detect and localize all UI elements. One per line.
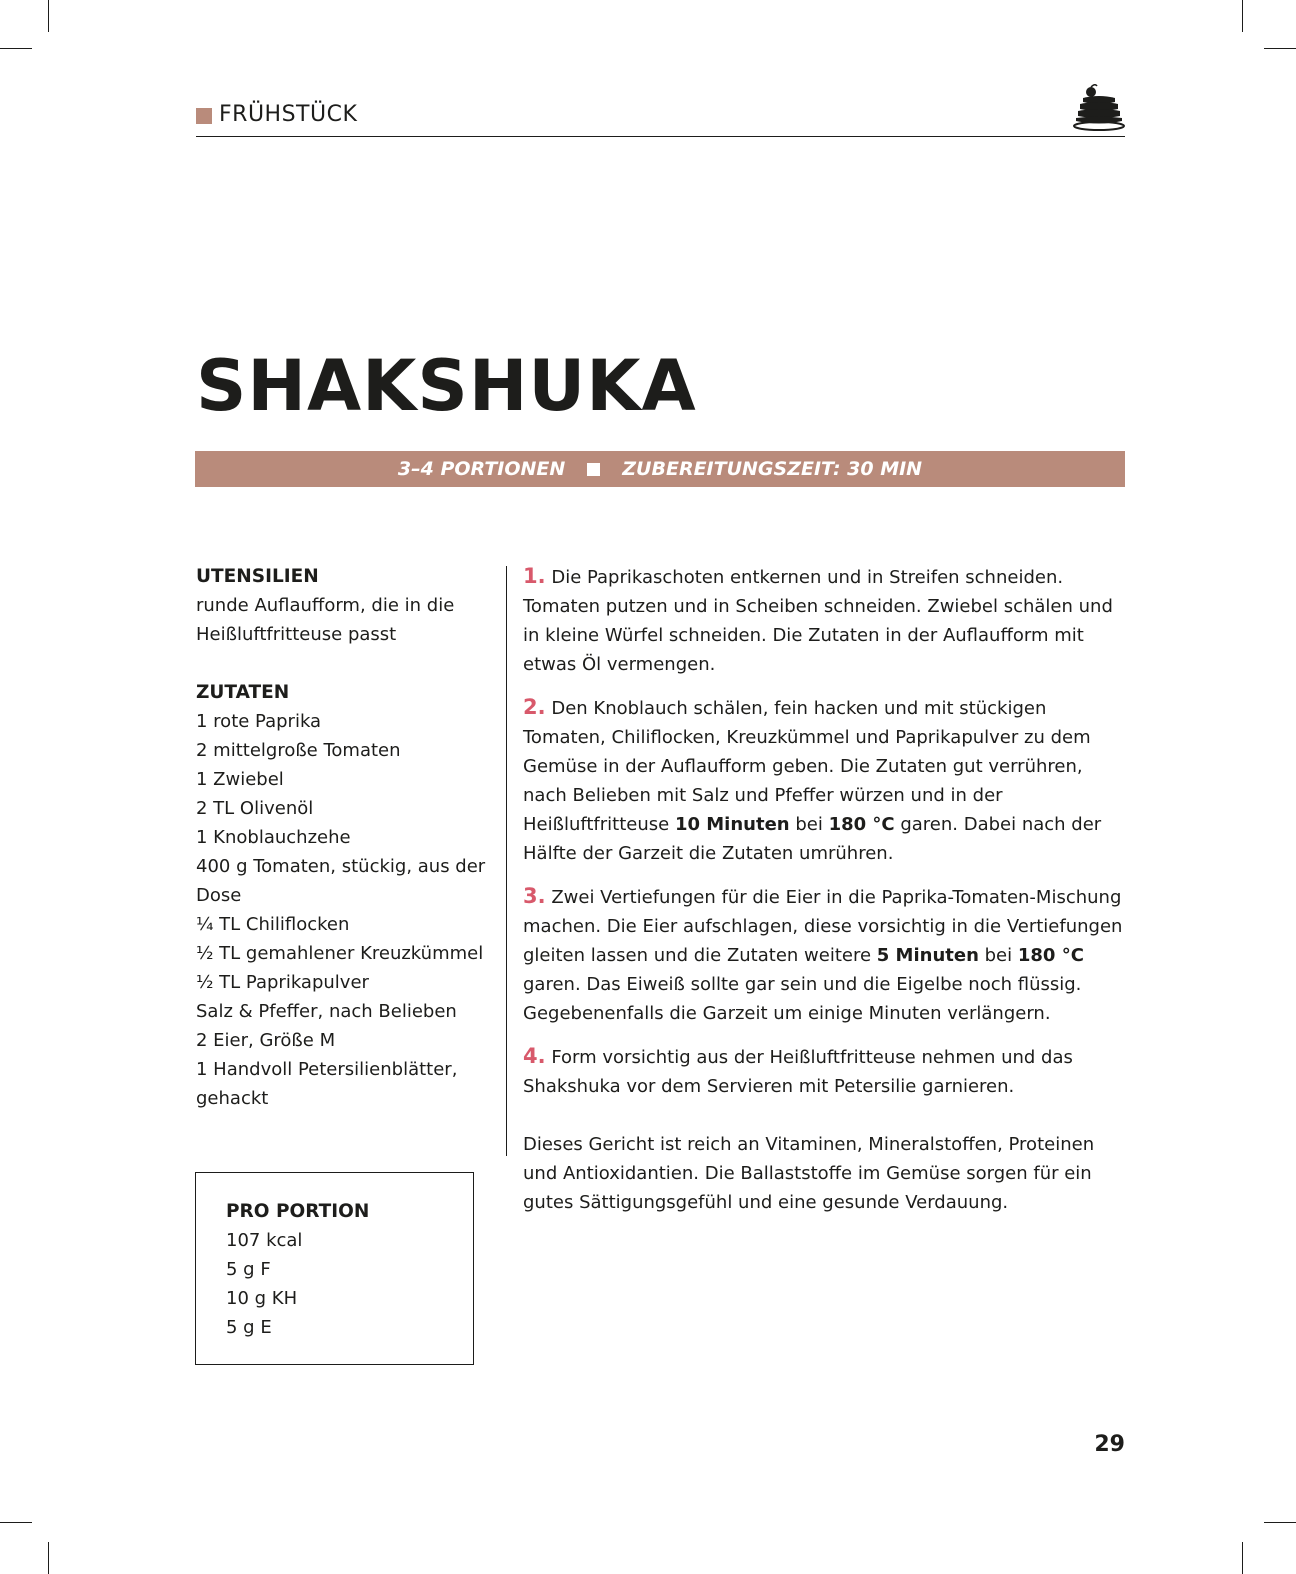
- list-item: 1 Zwiebel: [196, 769, 284, 790]
- list-item: ½ TL gemahlener Kreuzkümmel: [196, 943, 484, 964]
- step-number: 4.: [523, 1044, 546, 1068]
- list-item: 5 g F: [226, 1259, 271, 1280]
- step-text: Den Knoblauch schälen, fein hacken und mit stückigen Tomaten, Chiliflocken, Kreuzkümmel und Paprikapulver zu dem Gemüse in der Auflaufform geben. Die Zutaten gut verrühren, nach Belieben mit Salz und Pfeffer würzen und in der Heißluftfritteuse: [523, 698, 1091, 835]
- nutrition-box: [195, 1172, 474, 1365]
- nutrition-list: [226, 1226, 369, 1342]
- crop-mark: [48, 1542, 49, 1574]
- cooking-time: 5 Minuten: [876, 945, 979, 966]
- list-item: 5 g E: [226, 1317, 272, 1338]
- list-item: 10 g KH: [226, 1288, 298, 1309]
- utensils-heading: UTENSILIEN: [196, 566, 319, 587]
- servings: 3–4 PORTIONEN: [397, 458, 566, 480]
- cooking-time: 10 Minuten: [674, 814, 790, 835]
- list-item: 1 Handvoll Petersilienblätter, gehackt: [196, 1059, 458, 1109]
- step-3: [523, 882, 1128, 1028]
- crop-mark: [0, 48, 32, 49]
- category-square-icon: [196, 108, 212, 124]
- cooking-temperature: 180 °C: [828, 814, 895, 835]
- crop-mark: [1242, 1542, 1243, 1574]
- list-item: ½ TL Paprikapulver: [196, 972, 369, 993]
- crop-mark: [1242, 0, 1243, 32]
- step-text: bei: [789, 814, 829, 835]
- page-number: 29: [1094, 1432, 1125, 1457]
- step-text: Die Paprikaschoten entkernen und in Streifen schneiden. Tomaten putzen und in Scheiben schneiden. Zwiebel schälen und in kleine Würfel schneiden. Die Zutaten in der Auflaufform mit etwas Öl vermengen.: [523, 567, 1113, 675]
- step-number: 2.: [523, 695, 546, 719]
- crop-mark: [1264, 1522, 1296, 1523]
- step-number: 3.: [523, 884, 546, 908]
- step-text: bei: [978, 945, 1018, 966]
- ingredients-heading: ZUTATEN: [196, 682, 290, 703]
- column-divider: [506, 566, 507, 1156]
- left-column: [196, 562, 488, 1113]
- list-item: 400 g Tomaten, stückig, aus der Dose: [196, 856, 486, 906]
- category-label: FRÜHSTÜCK: [219, 102, 358, 127]
- list-item: 2 TL Olivenöl: [196, 798, 314, 819]
- crop-mark: [0, 1522, 32, 1523]
- section-header: [196, 92, 1125, 137]
- list-item: 107 kcal: [226, 1230, 303, 1251]
- nutrition-note: Dieses Gericht ist reich an Vitaminen, Mineralstoffen, Proteinen und Antioxidantien. Die Ballaststoffe im Gemüse sorgen für ein gutes Sättigungsgefühl und eine gesunde Verdauung.: [523, 1134, 1095, 1213]
- crop-mark: [1264, 48, 1296, 49]
- ingredients-list: [196, 707, 488, 1113]
- step-text: garen. Dabei nach der Hälfte der Garzeit die Zutaten umrühren.: [523, 814, 1102, 864]
- list-item: 2 Eier, Größe M: [196, 1030, 336, 1051]
- instructions-column: [523, 562, 1128, 1235]
- list-item: ¼ TL Chiliflocken: [196, 914, 350, 935]
- info-banner: [195, 451, 1125, 487]
- prep-time: ZUBEREITUNGSZEIT: 30 MIN: [622, 458, 923, 480]
- step-1: [523, 562, 1128, 679]
- cooking-temperature: 180 °C: [1017, 945, 1084, 966]
- step-2: [523, 693, 1128, 868]
- list-item: Salz & Pfeffer, nach Belieben: [196, 1001, 457, 1022]
- pancake-stack-icon: [1073, 84, 1125, 132]
- step-number: 1.: [523, 564, 546, 588]
- step-text: Zwei Vertiefungen für die Eier in die Paprika-Tomaten-Mischung machen. Die Eier aufschlagen, diese vorsichtig in die Vertiefungen gleiten lassen und die Zutaten weitere: [523, 887, 1123, 966]
- step-text: Form vorsichtig aus der Heißluftfritteuse nehmen und das Shakshuka vor dem Servieren mit Petersilie garnieren.: [523, 1047, 1073, 1097]
- list-item: 1 Knoblauchzehe: [196, 827, 351, 848]
- separator-square-icon: [587, 463, 600, 476]
- recipe-title: SHAKSHUKA: [196, 345, 697, 427]
- step-4: [523, 1042, 1128, 1101]
- step-text: garen. Das Eiweiß sollte gar sein und die Eigelbe noch flüssig. Gegebenenfalls die Garzeit um einige Minuten verlängern.: [523, 974, 1082, 1024]
- utensils-text: runde Auflaufform, die in die Heißluftfritteuse passt: [196, 595, 455, 645]
- list-item: 2 mittelgroße Tomaten: [196, 740, 401, 761]
- nutrition-heading: PRO PORTION: [226, 1201, 370, 1222]
- crop-mark: [48, 0, 49, 32]
- list-item: 1 rote Paprika: [196, 711, 322, 732]
